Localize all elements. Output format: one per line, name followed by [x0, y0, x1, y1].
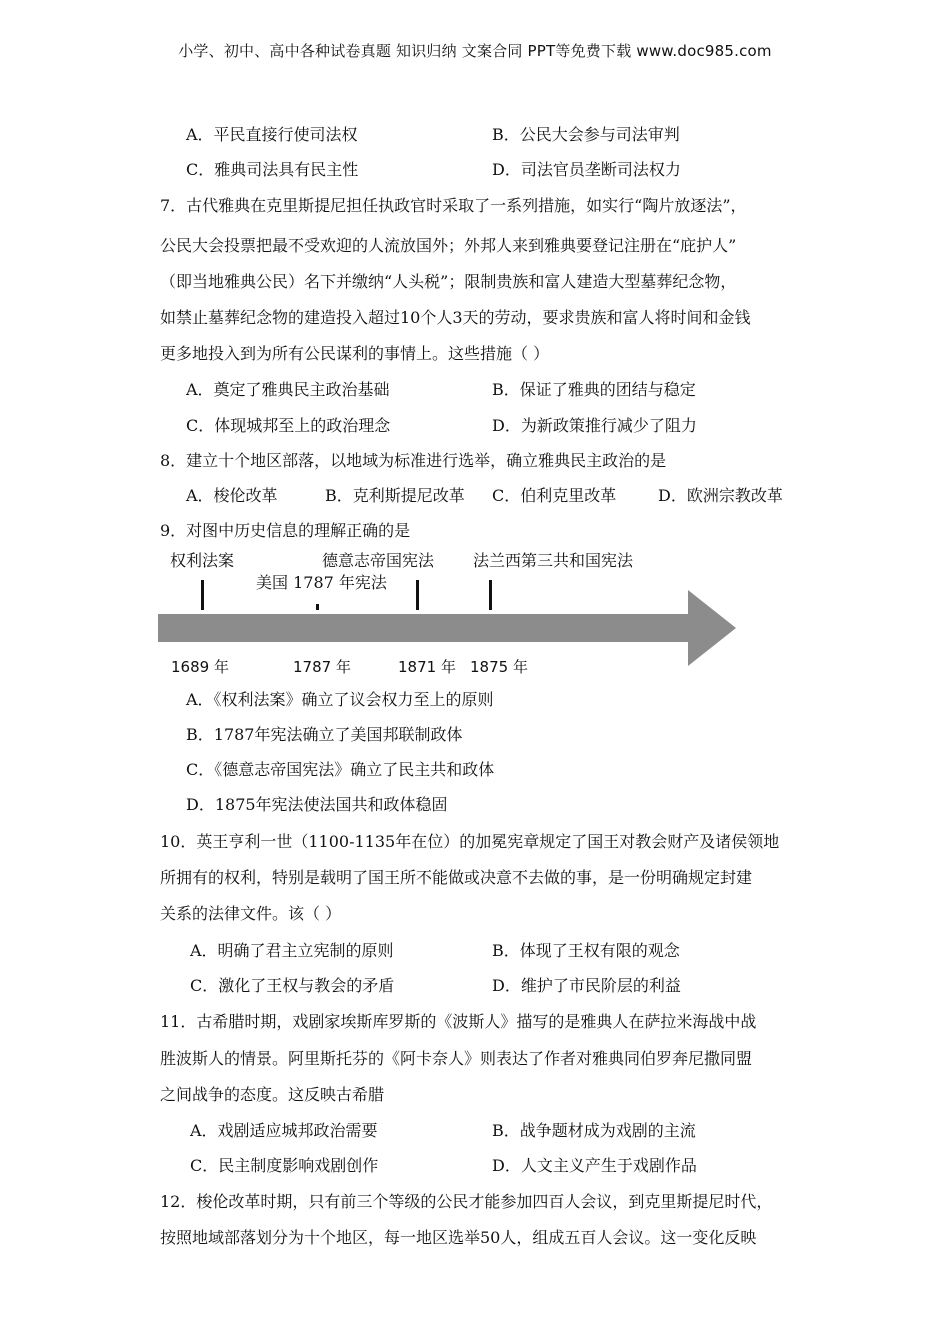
timeline-year-1689: 1689 年: [171, 658, 229, 676]
q9-option-a: A．《权利法案》确立了议会权力至上的原则: [186, 690, 494, 709]
q8-stem: 8．建立十个地区部落，以地域为标准进行选举，确立雅典民主政治的是: [160, 451, 667, 470]
q12-stem-line-1: 12．梭伦改革时期，只有前三个等级的公民才能参加四百人会议，到克里斯提尼时代，: [160, 1192, 773, 1211]
q7-stem-line-5: 更多地投入到为所有公民谋利的事情上。这些措施（ ）: [160, 344, 550, 363]
q11-stem-line-3: 之间战争的态度。这反映古希腊: [160, 1085, 385, 1104]
q7-stem-line-4: 如禁止墓葬纪念物的建造投入超过10个人3天的劳动，要求贵族和富人将时间和金钱: [160, 308, 751, 327]
q10-option-a: A．明确了君主立宪制的原则: [190, 941, 394, 960]
q11-option-c: C．民主制度影响戏剧创作: [190, 1156, 379, 1175]
q6-option-d: D．司法官员垄断司法权力: [492, 160, 681, 179]
q6-option-a: A．平民直接行使司法权: [186, 125, 358, 144]
q7-stem-line-3: （即当地雅典公民）名下并缴纳“人头税”；限制贵族和富人建造大型墓葬纪念物，: [160, 272, 737, 291]
q7-stem-line-1: 7．古代雅典在克里斯提尼担任执政官时采取了一系列措施，如实行“陶片放逐法”，: [160, 196, 747, 215]
q11-option-d: D．人文主义产生于戏剧作品: [492, 1156, 697, 1175]
q11-option-b: B．战争题材成为戏剧的主流: [492, 1121, 696, 1140]
timeline-year-1787: 1787 年: [293, 658, 351, 676]
timeline-year-1875: 1875 年: [470, 658, 528, 676]
q12-stem-line-2: 按照地域部落划分为十个地区，每一地区选举50人，组成五百人会议。这一变化反映: [160, 1228, 757, 1247]
q6-option-c: C．雅典司法具有民主性: [186, 160, 359, 179]
q7-option-c: C．体现城邦至上的政治理念: [186, 416, 391, 435]
timeline-label-1689: 权利法案: [170, 551, 235, 570]
q8-option-d: D．欧洲宗教改革: [658, 486, 783, 505]
q9-option-b: B．1787年宪法确立了美国邦联制政体: [186, 725, 463, 744]
q7-option-d: D．为新政策推行减少了阻力: [492, 416, 697, 435]
q9-option-d: D．1875年宪法使法国共和政体稳固: [186, 795, 448, 814]
q10-option-c: C．激化了王权与教会的矛盾: [190, 976, 395, 995]
q11-option-a: A．戏剧适应城邦政治需要: [190, 1121, 378, 1140]
q8-option-a: A．梭伦改革: [186, 486, 278, 505]
timeline-label-1787: 美国 1787 年宪法: [256, 573, 387, 592]
q11-stem-line-2: 胜波斯人的情景。阿里斯托芬的《阿卡奈人》则表达了作者对雅典同伯罗奔尼撒同盟: [160, 1049, 753, 1068]
q9-option-c: C．《德意志帝国宪法》确立了民主共和政体: [186, 760, 495, 779]
q10-option-b: B．体现了王权有限的观念: [492, 941, 680, 960]
timeline-label-1875: 法兰西第三共和国宪法: [473, 551, 634, 570]
q10-option-d: D．维护了市民阶层的利益: [492, 976, 681, 995]
q8-option-b: B．克利斯提尼改革: [325, 486, 465, 505]
timeline-year-1871: 1871 年: [398, 658, 456, 676]
q7-stem-line-2: 公民大会投票把最不受欢迎的人流放国外；外邦人来到雅典要登记注册在“庇护人”: [160, 236, 737, 255]
q11-stem-line-1: 11．古希腊时期，戏剧家埃斯库罗斯的《波斯人》描写的是雅典人在萨拉米海战中战: [160, 1012, 757, 1031]
q6-option-b: B．公民大会参与司法审判: [492, 125, 680, 144]
q10-stem-line-1: 10．英王亨利一世（1100-1135年在位）的加冕宪章规定了国王对教会财产及诸侯领地: [160, 832, 780, 851]
q7-option-b: B．保证了雅典的团结与稳定: [492, 380, 696, 399]
timeline-label-1871: 德意志帝国宪法: [322, 551, 435, 570]
q10-stem-line-3: 关系的法律文件。该（ ）: [160, 904, 342, 923]
q7-option-a: A．奠定了雅典民主政治基础: [186, 380, 390, 399]
page-header: 小学、初中、高中各种试卷真题 知识归纳 文案合同 PPT等免费下载 www.doc985.com: [178, 42, 772, 60]
q9-stem: 9．对图中历史信息的理解正确的是: [160, 521, 411, 540]
q8-option-c: C．伯利克里改革: [492, 486, 617, 505]
q10-stem-line-2: 所拥有的权利，特别是载明了国王所不能做或决意不去做的事，是一份明确规定封建: [160, 868, 753, 887]
